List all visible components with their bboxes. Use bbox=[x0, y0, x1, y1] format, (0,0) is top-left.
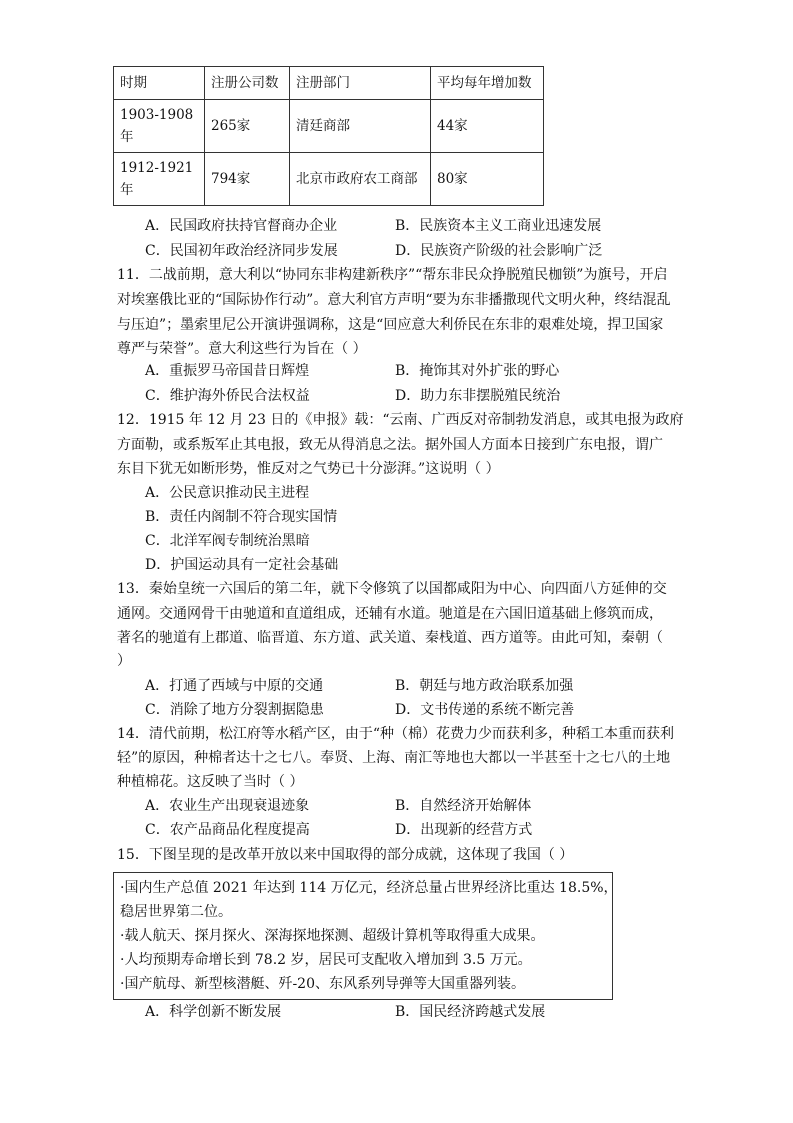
period-years: 1912-1921 bbox=[120, 160, 194, 176]
q14-stem-line: 种植棉花。这反映了当时（ ） bbox=[117, 774, 304, 790]
q11-option-c[interactable]: C．维护海外侨民合法权益 bbox=[145, 388, 310, 404]
q14-option-d[interactable]: D．出现新的经营方式 bbox=[395, 822, 533, 838]
period-suffix: 年 bbox=[120, 129, 134, 145]
q15-option-b[interactable]: B．国民经济跨越式发展 bbox=[395, 1004, 546, 1020]
table-row bbox=[114, 153, 544, 206]
q11-stem-line: 对埃塞俄比亚的“国际协作行动”。意大利官方声明“要为东非播撒现代文明火种，终结混乱 bbox=[117, 292, 671, 308]
header-period: 时期 bbox=[114, 67, 205, 100]
q14-stem-line: 14．清代前期，松江府等水稻产区，由于“种（棉）花费力少而获利多，种稻工本重而获利 bbox=[117, 726, 674, 742]
q12-option-a[interactable]: A．公民意识推动民主进程 bbox=[145, 485, 310, 501]
q13-stem-line: 著名的驰道有上郡道、临晋道、东方道、武关道、秦栈道、西方道等。由此可知，秦朝（ bbox=[117, 630, 663, 646]
q12-option-c[interactable]: C．北洋军阀专制统治黑暗 bbox=[145, 533, 310, 549]
q12-option-b[interactable]: B．责任内阁制不符合现实国情 bbox=[145, 509, 338, 525]
achievement-line: 稳居世界第二位。 bbox=[120, 904, 232, 920]
cell-avg: 44家 bbox=[431, 100, 544, 153]
q10-option-a[interactable]: A．民国政府扶持官督商办企业 bbox=[145, 218, 338, 234]
cell-dept: 清廷商部 bbox=[290, 100, 431, 153]
q10-option-b[interactable]: B．民族资本主义工商业迅速发展 bbox=[395, 218, 602, 234]
q13-option-a[interactable]: A．打通了西域与中原的交通 bbox=[145, 678, 324, 694]
q10-option-c[interactable]: C．民国初年政治经济同步发展 bbox=[145, 243, 338, 259]
q12-option-d[interactable]: D．护国运动具有一定社会基础 bbox=[145, 557, 339, 573]
q11-stem-line: 11．二战前期，意大利以“协同东非构建新秩序”“帮东非民众挣脱殖民枷锁”为旗号，开启 bbox=[117, 267, 668, 283]
q11-stem-line: 尊严与荣誉”。意大利这些行为旨在（ ） bbox=[117, 341, 367, 357]
q11-option-b[interactable]: B．掩饰其对外扩张的野心 bbox=[395, 363, 560, 379]
cell-count: 265家 bbox=[205, 100, 290, 153]
achievement-line: ·国内生产总值 2021 年达到 114 万亿元，经济总量占世界经济比重达 18.5%， bbox=[120, 880, 618, 896]
q13-option-d[interactable]: D．文书传递的系统不断完善 bbox=[395, 702, 575, 718]
period-years: 1903-1908 bbox=[120, 107, 194, 123]
cell-avg: 80家 bbox=[431, 153, 544, 206]
q12-stem-line: 方面勒，或系叛军止其电报，致无从得消息之法。据外国人方面本日接到广东电报，谓广 bbox=[117, 437, 663, 453]
q13-option-c[interactable]: C．消除了地方分裂割据隐患 bbox=[145, 702, 324, 718]
q11-option-d[interactable]: D．助力东非摆脱殖民统治 bbox=[395, 388, 561, 404]
period-suffix: 年 bbox=[120, 182, 134, 198]
cell-count: 794家 bbox=[205, 153, 290, 206]
cell-period bbox=[114, 153, 205, 206]
q12-stem-line: 东目下犹无如断形势，惟反对之气势已十分澎湃。”这说明（ ） bbox=[117, 461, 500, 477]
q13-stem-line: 通网。交通网骨干由驰道和直道组成，还辅有水道。驰道是在六国旧道基础上修筑而成， bbox=[117, 606, 663, 622]
table-row bbox=[114, 100, 544, 153]
q15-stem: 15．下图呈现的是改革开放以来中国取得的部分成就，这体现了我国（ ） bbox=[117, 847, 574, 863]
achievement-line: ·载人航天、探月探火、深海探地探测、超级计算机等取得重大成果。 bbox=[120, 928, 545, 944]
q14-option-a[interactable]: A．农业生产出现衰退迹象 bbox=[145, 798, 310, 814]
q14-option-c[interactable]: C．农产品商品化程度提高 bbox=[145, 822, 310, 838]
cell-period bbox=[114, 100, 205, 153]
q14-stem-line: 轻”的原因，种棉者达十之七八。奉贤、上海、南汇等地也大都以一半甚至十之七八的土地 bbox=[117, 750, 671, 766]
achievement-line: ·国产航母、新型核潜艇、歼-20、东风系列导弹等大国重器列装。 bbox=[120, 976, 525, 992]
q13-stem-line: 13．秦始皇统一六国后的第二年，就下令修筑了以国都咸阳为中心、向四面八方延伸的交 bbox=[117, 581, 667, 597]
table-header-row bbox=[114, 67, 544, 100]
q11-option-a[interactable]: A．重振罗马帝国昔日辉煌 bbox=[145, 363, 310, 379]
company-registration-table bbox=[113, 66, 544, 206]
achievements-box bbox=[113, 872, 618, 1000]
q13-option-b[interactable]: B．朝廷与地方政治联系加强 bbox=[395, 678, 574, 694]
q10-option-d[interactable]: D．民族资产阶级的社会影响广泛 bbox=[395, 243, 603, 259]
q14-option-b[interactable]: B．自然经济开始解体 bbox=[395, 798, 532, 814]
q11-stem-line: 与压迫”；墨索里尼公开演讲强调称，这是“回应意大利侨民在东非的艰难处境，捍卫国家 bbox=[117, 317, 664, 333]
cell-dept: 北京市政府农工商部 bbox=[290, 153, 431, 206]
header-count: 注册公司数 bbox=[205, 67, 290, 100]
header-avg: 平均每年增加数 bbox=[431, 67, 544, 100]
achievement-line: ·人均预期寿命增长到 78.2 岁，居民可支配收入增加到 3.5 万元。 bbox=[120, 952, 532, 968]
header-dept: 注册部门 bbox=[290, 67, 431, 100]
q15-option-a[interactable]: A．科学创新不断发展 bbox=[145, 1004, 282, 1020]
q12-stem-line: 12．1915 年 12 月 23 日的《申报》载：“云南、广西反对帝制勃发消息，或其电报为政府 bbox=[117, 412, 684, 428]
q13-stem-line: ） bbox=[117, 653, 131, 669]
